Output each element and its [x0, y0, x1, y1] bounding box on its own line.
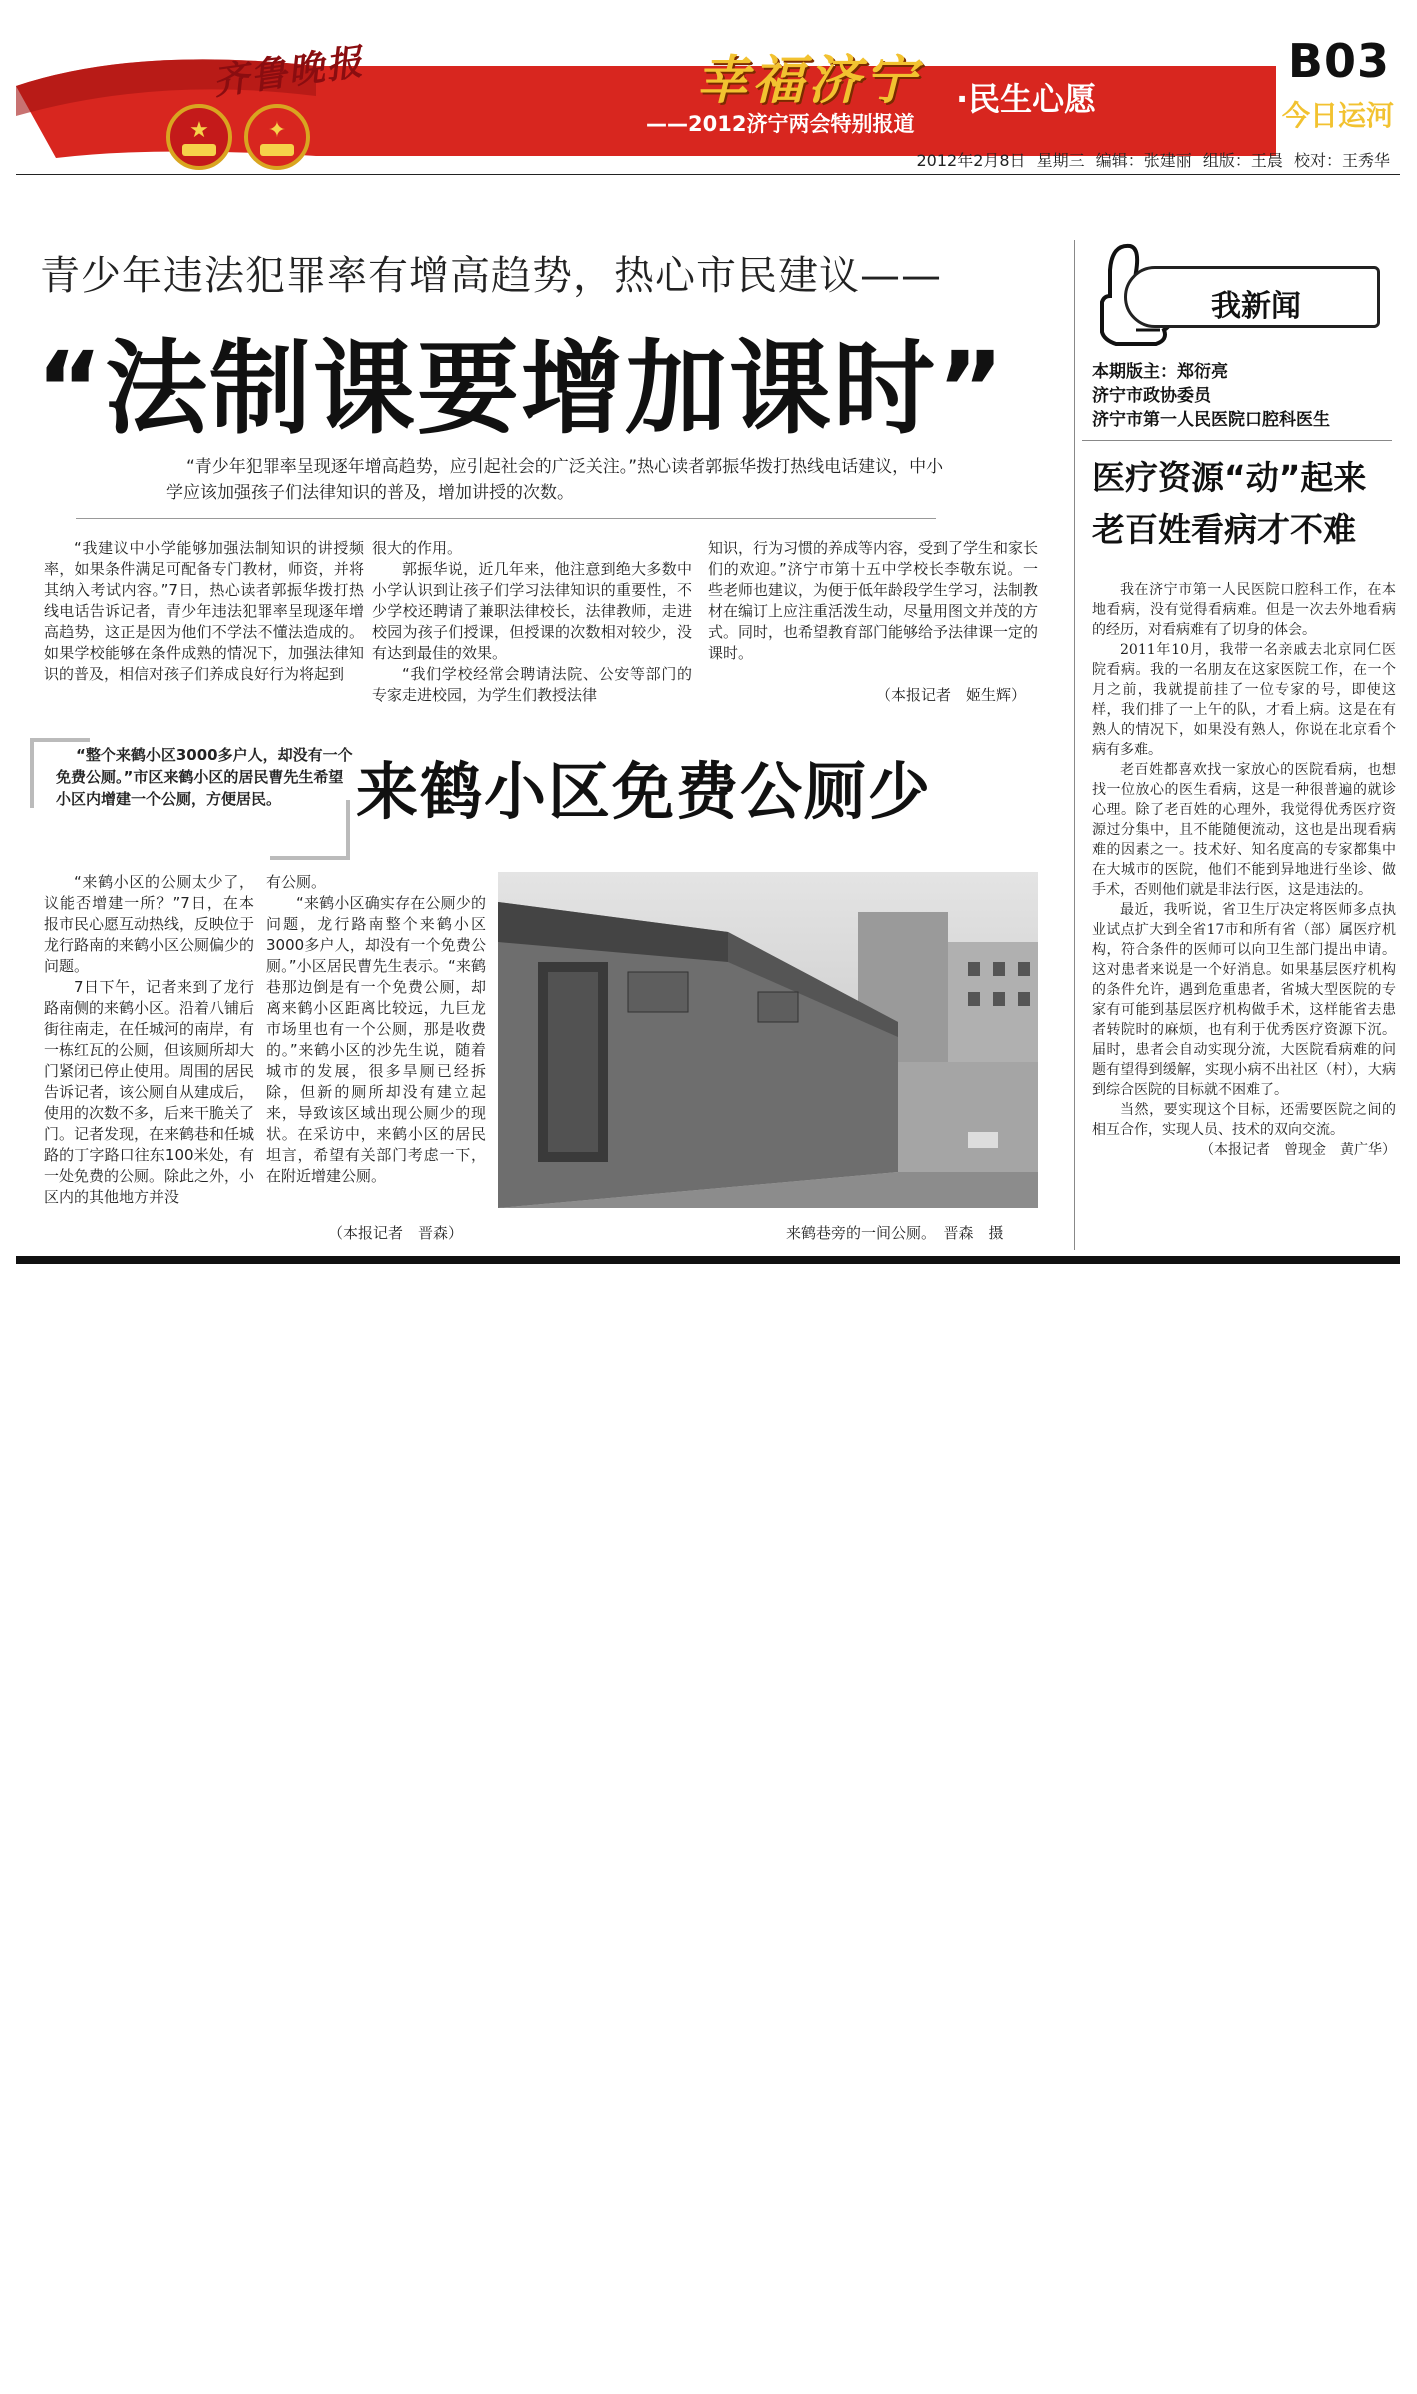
story2-column-1 [44, 872, 254, 1208]
sidebar-editor-name: 本期版主：郑衍亮 [1092, 362, 1228, 382]
editor-credit: 编辑：张建丽 [1095, 151, 1192, 170]
issue-weekday: 星期三 [1036, 151, 1085, 170]
story1-paragraph: 郭振华说，近几年来，他注意到绝大多数中小学认识到让孩子们学习法律知识的重要性，不少学校还聘请了兼职法律校长，法律教师，走进校园为孩子们授课，但授课的次数相对较少，没有达到最佳的效果。 [372, 560, 692, 662]
sidebar-editor-org: 济宁市第一人民医院口腔科医生 [1092, 410, 1330, 430]
alley-toilet-photo [498, 872, 1038, 1208]
story1-column-2 [372, 538, 692, 706]
sidebar-headline [1092, 452, 1366, 556]
header-divider [16, 174, 1400, 175]
proof-credit: 校对：王秀华 [1293, 151, 1390, 170]
page-number: B03 [1287, 34, 1390, 88]
sidebar-body [1092, 580, 1396, 1160]
story1-paragraph: “我建议中小学能够加强法制知识的讲授频率，如果条件满足可配备专门教材，师资，并将其纳入考试内容。”7日，热心读者郭振华拨打热线电话告诉记者，青少年违法犯罪率呈现逐年增高趋势，这正是因为他们不学法不懂法造成的。如果学校能够在条件成熟的情况下，加强法律知识的普及，相信对孩子们养成良好行为将起到 [44, 539, 364, 683]
story1-pre-headline: 青少年违法犯罪率有增高趋势，热心市民建议—— [40, 253, 942, 299]
layout-credit: 组版：王晨 [1202, 151, 1283, 170]
photo-caption: 来鹤巷旁的一间公厕。 晋森 摄 [786, 1224, 1004, 1242]
sidebar-paragraph: 我在济宁市第一人民医院口腔科工作，在本地看病，没有觉得看病难。但是一次去外地看病的经历，对看病难有了切身的体会。 [1092, 582, 1396, 638]
story1-paragraph: 知识，行为习惯的养成等内容，受到了学生和家长们的欢迎。”济宁市第十五中学校长李敬东说。一些老师也建议，为便于低年龄段学生学习，法制教材在编订上应注重活泼生动，尽量用图文并茂的方式。同时，也希望教育部门能够给予法律课一定的课时。 [708, 539, 1039, 662]
story2-byline: （本报记者 晋森） [328, 1224, 464, 1242]
story1-headline: “法制课要增加课时” [36, 330, 1007, 449]
sidebar-editor-info [1092, 360, 1330, 432]
story2-headline: 来鹤小区免费公厕少 [356, 755, 933, 828]
story1-paragraph: 很大的作用。 [372, 539, 463, 557]
story1-lede: “青少年犯罪率呈现逐年增高趋势，应引起社会的广泛关注。”热心读者郭振华拨打热线电话建议，中小学应该加强孩子们法律知识的普及，增加讲授的次数。 [166, 457, 944, 503]
newspaper-page [16, 20, 1400, 1262]
page-bottom-rule [16, 1256, 1400, 1264]
story2-paragraph: 7日下午，记者来到了龙行路南侧的来鹤小区。沿着八铺后街往南走，在任城河的南岸，有一栋红瓦的公厕，但该厕所却大门紧闭已停止使用。周围的居民告诉记者，该公厕自从建成后，使用的次数不多，后来干脆关了门。记者发现，在来鹤巷和任城路的丁字路口往东100米处，有一处免费的公厕。除此之外，小区内的其他地方并没 [44, 978, 255, 1206]
lede-divider [76, 518, 936, 519]
sidebar-rule [1082, 440, 1392, 441]
sidebar-editor-role: 济宁市政协委员 [1092, 386, 1211, 406]
sidebar-paragraph: 最近，我听说，省卫生厅决定将医师多点执业试点扩大到全省17市和所有省（部）属医疗机构，符合条件的医师可以向卫生部门提出申请。这对患者来说是一个好消息。如果基层医疗机构的条件允许，遇到危重患者，省城大型医院的专家有可能到基层医疗机构做手术，这样能省去患者转院时的麻烦，也有利于优秀医疗资源下沉。届时，患者会自动实现分流，大医院看病难的问题有望得到缓解，实现小病不出社区（村），大病到综合医院的目标就不困难了。 [1092, 902, 1396, 1098]
story1-column-1 [44, 538, 364, 685]
edition-name: 今日运河 [1281, 99, 1394, 132]
sidebar-divider [1074, 240, 1075, 1250]
story2-paragraph: “来鹤小区的公厕太少了，议能否增建一所？”7日，在本报市民心愿互动热线，反映位于龙行路南的来鹤小区公厕偏少的问题。 [44, 873, 255, 975]
masthead: 齐鲁晚报 [210, 40, 367, 104]
sidebar-paragraph: 老百姓都喜欢找一家放心的医院看病，也想找一位放心的医生看病，这是一种很普遍的就诊心理。除了老百姓的心理外，我觉得优秀医疗资源过分集中，且不能随便流动，这也是出现看病难的因素之一。技术好、知名度高的专家都集中在大城市的医院，他们不能到异地进行坐诊、做手术，否则他们就是非法行医，这是违法的。 [1092, 762, 1396, 898]
story2-paragraph: “来鹤小区确实存在公厕少的问题，龙行路南整个来鹤小区3000多户人，却没有一个免费公厕。”小区居民曹先生表示。“来鹤巷那边倒是有一个免费公厕，却离来鹤小区距离比较远，九巨龙市场里也有一个公厕，那是收费的。”来鹤小区的沙先生说，随着城市的发展，很多旱厕已经拆除，但新的厕所却没有建立起来，导致该区域出现公厕少的现状。在采访中，来鹤小区的居民坦言，希望有关部门考虑一下，在附近增建公厕。 [266, 894, 486, 1185]
supplement-title: 幸福济宁 [696, 50, 921, 111]
issue-meta [916, 148, 1390, 171]
sidebar-paragraph: 2011年10月，我带一名亲戚去北京同仁医院看病。我的一名朋友在这家医院工作，在一个月之前，我就提前挂了一位专家的号，即使这样，我们排了一上午的队，才看上病。这是在有熟人的情况下，如果没有熟人，你说在北京看个病有多难。 [1092, 642, 1396, 758]
sidebar-tag [1124, 266, 1380, 328]
story1-column-3 [708, 538, 1038, 664]
issue-date: 2012年2月8日 [916, 151, 1026, 170]
sidebar-headline-line1: 医疗资源“动”起来 [1092, 458, 1367, 497]
national-emblem-icon: ★ [166, 104, 232, 170]
pull-quote-text: “整个来鹤小区3000多户人，却没有一个免费公厕。”市区来鹤小区的居民曹先生希望小区内增建一个公厕，方便居民。 [56, 746, 353, 808]
story2-column-2 [266, 872, 486, 1187]
sidebar-byline: （本报记者 曾现金 黄广华） [1200, 1142, 1396, 1158]
sidebar-headline-line2: 老百姓看病才不难 [1092, 510, 1356, 549]
story1-paragraph: “我们学校经常会聘请法院、公安等部门的专家走进校园，为学生们教授法律 [372, 665, 692, 704]
story2-pull-quote [30, 734, 353, 860]
story1-byline: （本报记者 姬生辉） [876, 686, 1027, 704]
column-name: ·民生心愿 [956, 80, 1097, 118]
story2-paragraph: 有公厕。 [266, 873, 327, 891]
supplement-subtitle: ——2012济宁两会特别报道 [646, 112, 915, 136]
cppcc-emblem-icon: ✦ [244, 104, 310, 170]
sidebar-paragraph: 当然，要实现这个目标，还需要医院之间的相互合作，实现人员、技术的双向交流。 [1092, 1102, 1396, 1138]
sidebar-tag-label: 我新闻 [1211, 289, 1301, 324]
